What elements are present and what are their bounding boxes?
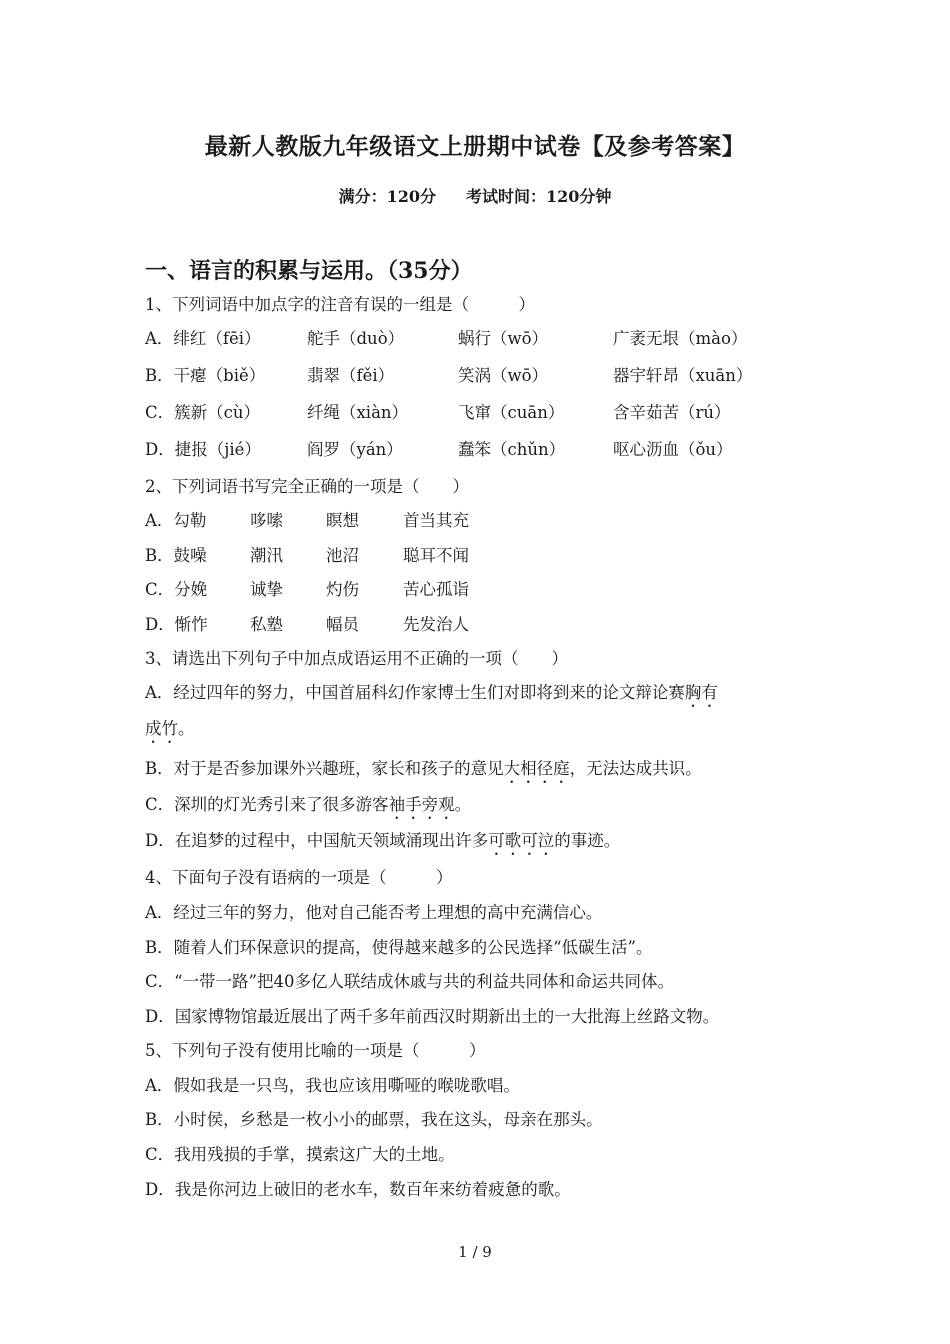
- word: 瞑想: [326, 511, 359, 530]
- option-item: 蜗行（wō）: [458, 329, 549, 348]
- word: 鼓噪: [173, 546, 207, 565]
- option-text: C．深圳的灯光秀引来了很多游客: [145, 795, 389, 814]
- dotted-idiom: 成竹: [145, 719, 178, 738]
- option-item: 舵手（duò）: [307, 329, 405, 348]
- question-4-stem: 4、下面句子没有语病的一项是（ ）: [145, 868, 453, 887]
- option-item: 阎罗（yán）: [307, 440, 403, 459]
- option-item: 呕心沥血（ǒu）: [613, 440, 733, 459]
- word: 苦心孤诣: [403, 580, 469, 599]
- option-item: 簇新（cù）: [174, 403, 260, 422]
- question-2-stem: 2、下列词语书写完全正确的一项是（ ）: [145, 477, 469, 496]
- word: 勾勒: [173, 511, 207, 530]
- dotted-idiom: 胸有: [684, 683, 718, 702]
- page-number: 1 / 9: [458, 1243, 492, 1261]
- question-3-stem: 3、请选出下列句子中加点成语运用不正确的一项（ ）: [145, 649, 568, 668]
- option-label: D．: [145, 440, 175, 459]
- question-1-stem: 1、下列词语中加点字的注音有误的一组是（ ）: [145, 295, 535, 314]
- option-label: C．: [145, 403, 175, 422]
- word: 私塾: [250, 615, 283, 634]
- section-heading: 一、语言的积累与运用。（35分）: [145, 258, 473, 284]
- exam-time: 考试时间：120分钟: [466, 187, 612, 206]
- option-text: ，无法达成共识。: [569, 759, 702, 778]
- option-text: 。: [454, 795, 472, 814]
- question-5-option-b: B．小时侯，乡愁是一枚小小的邮票，我在这头，母亲在那头。: [145, 1110, 603, 1129]
- option-item: 器宇轩昂（xuān）: [613, 366, 753, 385]
- option-item: 绯红（fēi）: [173, 329, 261, 348]
- word: 惭怍: [174, 615, 208, 634]
- question-4-option-c: C．“一带一路”把40多亿人联结成休戚与共的利益共同体和命运共同体。: [145, 972, 674, 991]
- option-item: 广袤无垠（mào）: [613, 329, 748, 348]
- dotted-idiom: 大相径庭: [503, 759, 570, 778]
- word: 灼伤: [326, 580, 359, 599]
- dotted-idiom: 袖手旁观: [388, 795, 455, 814]
- word: 诚挚: [250, 580, 283, 599]
- word: 聪耳不闻: [403, 546, 469, 565]
- option-label: B．: [145, 366, 174, 385]
- question-3-option-d: [145, 829, 620, 859]
- option-item: 捷报（jié）: [174, 440, 261, 459]
- option-item: 含辛茹苦（rú）: [613, 403, 731, 422]
- question-3-option-c: [145, 793, 471, 823]
- question-5-stem: 5、下列句子没有使用比喻的一项是（ ）: [145, 1041, 486, 1060]
- page-title: 最新人教版九年级语文上册期中试卷【及参考答案】: [204, 133, 746, 160]
- question-5-option-c: C．我用残损的手掌，摸索这广大的土地。: [145, 1145, 455, 1164]
- option-text: A．经过四年的努力，中国首届科幻作家博士生们对即将到来的论文辩论赛: [145, 683, 685, 702]
- option-label: D．: [145, 615, 175, 634]
- word: 首当其充: [403, 511, 469, 530]
- option-item: 纤绳（xiàn）: [307, 403, 409, 422]
- question-4-option-d: D．国家博物馆最近展出了两千多年前西汉时期新出土的一大批海上丝路文物。: [145, 1007, 720, 1026]
- word: 幅员: [326, 615, 359, 634]
- question-3-option-a: [145, 681, 718, 711]
- option-label: A．: [145, 329, 174, 348]
- question-3-option-a-cont: [145, 717, 195, 747]
- question-4-option-b: B．随着人们环保意识的提高，使得越来越多的公民选择“低碳生活”。: [145, 938, 653, 957]
- option-label: C．: [145, 580, 175, 599]
- option-item: 干瘪（biě）: [173, 366, 266, 385]
- question-5-option-a: A．假如我是一只鸟，我也应该用嘶哑的喉咙歌唱。: [145, 1076, 520, 1095]
- word: 哆嗦: [250, 511, 283, 530]
- option-text: 。: [178, 719, 195, 738]
- option-text: 的事迹。: [554, 831, 621, 850]
- option-text: D．在追梦的过程中，中国航天领域涌现出许多: [145, 831, 489, 850]
- option-item: 笑涡（wō）: [458, 366, 549, 385]
- option-item: 飞窜（cuān）: [458, 403, 565, 422]
- option-label: A．: [145, 511, 174, 530]
- question-4-option-a: A．经过三年的努力，他对自己能否考上理想的高中充满信心。: [145, 903, 603, 922]
- word: 分娩: [174, 580, 208, 599]
- option-item: 翡翠（fěi）: [307, 366, 395, 385]
- question-5-option-d: D．我是你河边上破旧的老水车，数百年来纺着疲惫的歌。: [145, 1180, 571, 1199]
- word: 先发治人: [403, 615, 469, 634]
- option-label: B．: [145, 546, 174, 565]
- full-score: 满分：120分: [338, 187, 436, 206]
- option-item: 蠢笨（chǔn）: [458, 440, 566, 459]
- question-3-option-b: [145, 757, 702, 787]
- word: 池沼: [326, 546, 359, 565]
- dotted-idiom: 可歌可泣: [488, 831, 555, 850]
- word: 潮汛: [250, 546, 283, 565]
- exam-info: [0, 184, 950, 207]
- option-text: B．对于是否参加课外兴趣班，家长和孩子的意见: [145, 759, 504, 778]
